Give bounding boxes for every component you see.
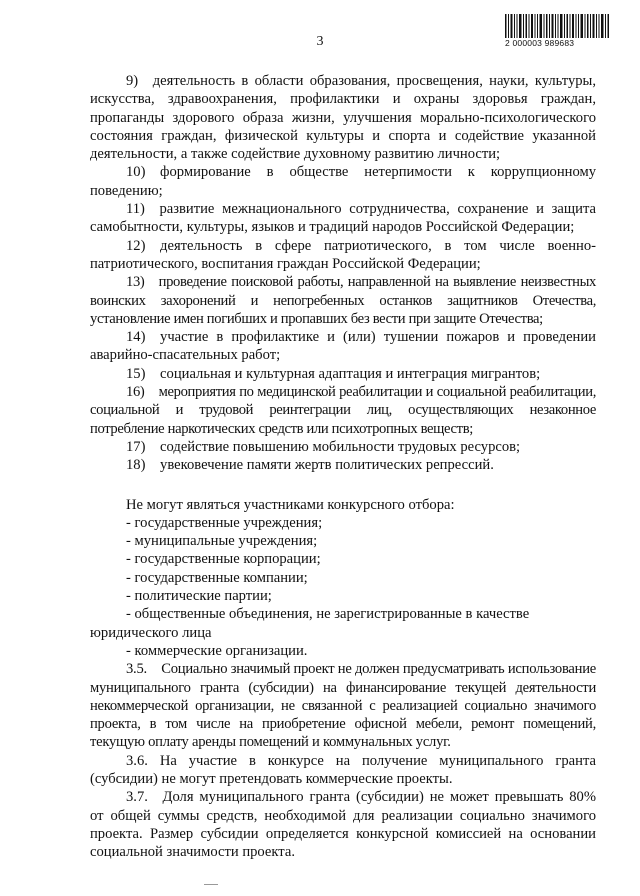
- list-item: 14) участие в профилактике и (или) тушении пожаров и проведении аварийно-спасательных работ;: [90, 329, 596, 364]
- exclusion-item: - коммерческие организации.: [126, 642, 308, 659]
- list-item: 9) деятельность в области образования, просвещения, науки, культуры, искусства, здравоохранения, профилактики и охраны здоровья граждан, пропаганды здорового образа жизни, улучшения морально-психологического состояния граждан, физической культуры и спорта и содействие указанной деятельности, а также содействие духовному развитию личности;: [90, 73, 596, 163]
- list-item: 18) увековечение памяти жертв политических репрессий.: [126, 457, 494, 474]
- document-body: [90, 72, 596, 861]
- list-item: 11) развитие межнационального сотрудничества, сохранение и защита самобытности, культуры, языков и традиций народов Российской Федерации;: [90, 201, 596, 236]
- clause-3-5: 3.5. Социально значимый проект не должен предусматривать использование муниципального гранта (субсидии) на финансирование текущей деятельности некоммерческой организации, не связанной с реализацией социально значимого проекта, в том числе на приобретение офисной мебели, ремонт помещений, текущую оплату аренды помещений и коммунальных услуг.: [90, 661, 596, 751]
- exclusion-item: - государственные компании;: [126, 569, 308, 586]
- barcode-number: 2 000003 989683: [505, 38, 575, 48]
- exclusion-item: - государственные учреждения;: [126, 514, 323, 531]
- list-item: 10) формирование в обществе нетерпимости к коррупционному поведению;: [90, 164, 596, 199]
- clause-3-7: 3.7. Доля муниципального гранта (субсидии) не может превышать 80% от общей суммы средств, необходимой для реализации социально значимого проекта. Размер субсидии определяется конкурсной комиссией на основании социальной значимости проекта.: [90, 789, 596, 861]
- list-item: 16) мероприятия по медицинской реабилитации и социальной реабилитации, социальной и трудовой реинтеграции лиц, осуществляющих незаконное потребление наркотических средств или психотропных веществ;: [90, 384, 596, 437]
- exclusion-item: - общественные объединения, не зарегистрированные в качестве юридического лица: [90, 606, 530, 641]
- scan-mark: [204, 884, 218, 888]
- exclusion-item: - политические партии;: [126, 588, 272, 605]
- list-item: 17) содействие повышению мобильности трудовых ресурсов;: [126, 438, 521, 455]
- page-number: 3: [316, 34, 324, 49]
- section-gap: [90, 475, 596, 496]
- barcode: [505, 14, 615, 48]
- clause-3-6: 3.6. На участие в конкурсе на получение муниципального гранта (субсидии) не могут претендовать коммерческие проекты.: [90, 752, 596, 787]
- exclusion-item: - государственные корпорации;: [126, 551, 321, 568]
- barcode-image: [505, 14, 611, 38]
- list-item: 13) проведение поисковой работы, направленной на выявление неизвестных воинских захоронений и непогребенных останков защитников Отечества, установление имен погибших и пропавших без вести при защите Отечества;: [90, 274, 596, 327]
- exclusion-item: - муниципальные учреждения;: [126, 533, 318, 550]
- list-item: 12) деятельность в сфере патриотического, в том числе военно-патриотического, воспитания граждан Российской Федерации;: [90, 237, 596, 272]
- exclusions-intro: Не могут являться участниками конкурсного отбора:: [126, 496, 455, 513]
- list-item: 15) социальная и культурная адаптация и интеграция мигрантов;: [126, 365, 541, 382]
